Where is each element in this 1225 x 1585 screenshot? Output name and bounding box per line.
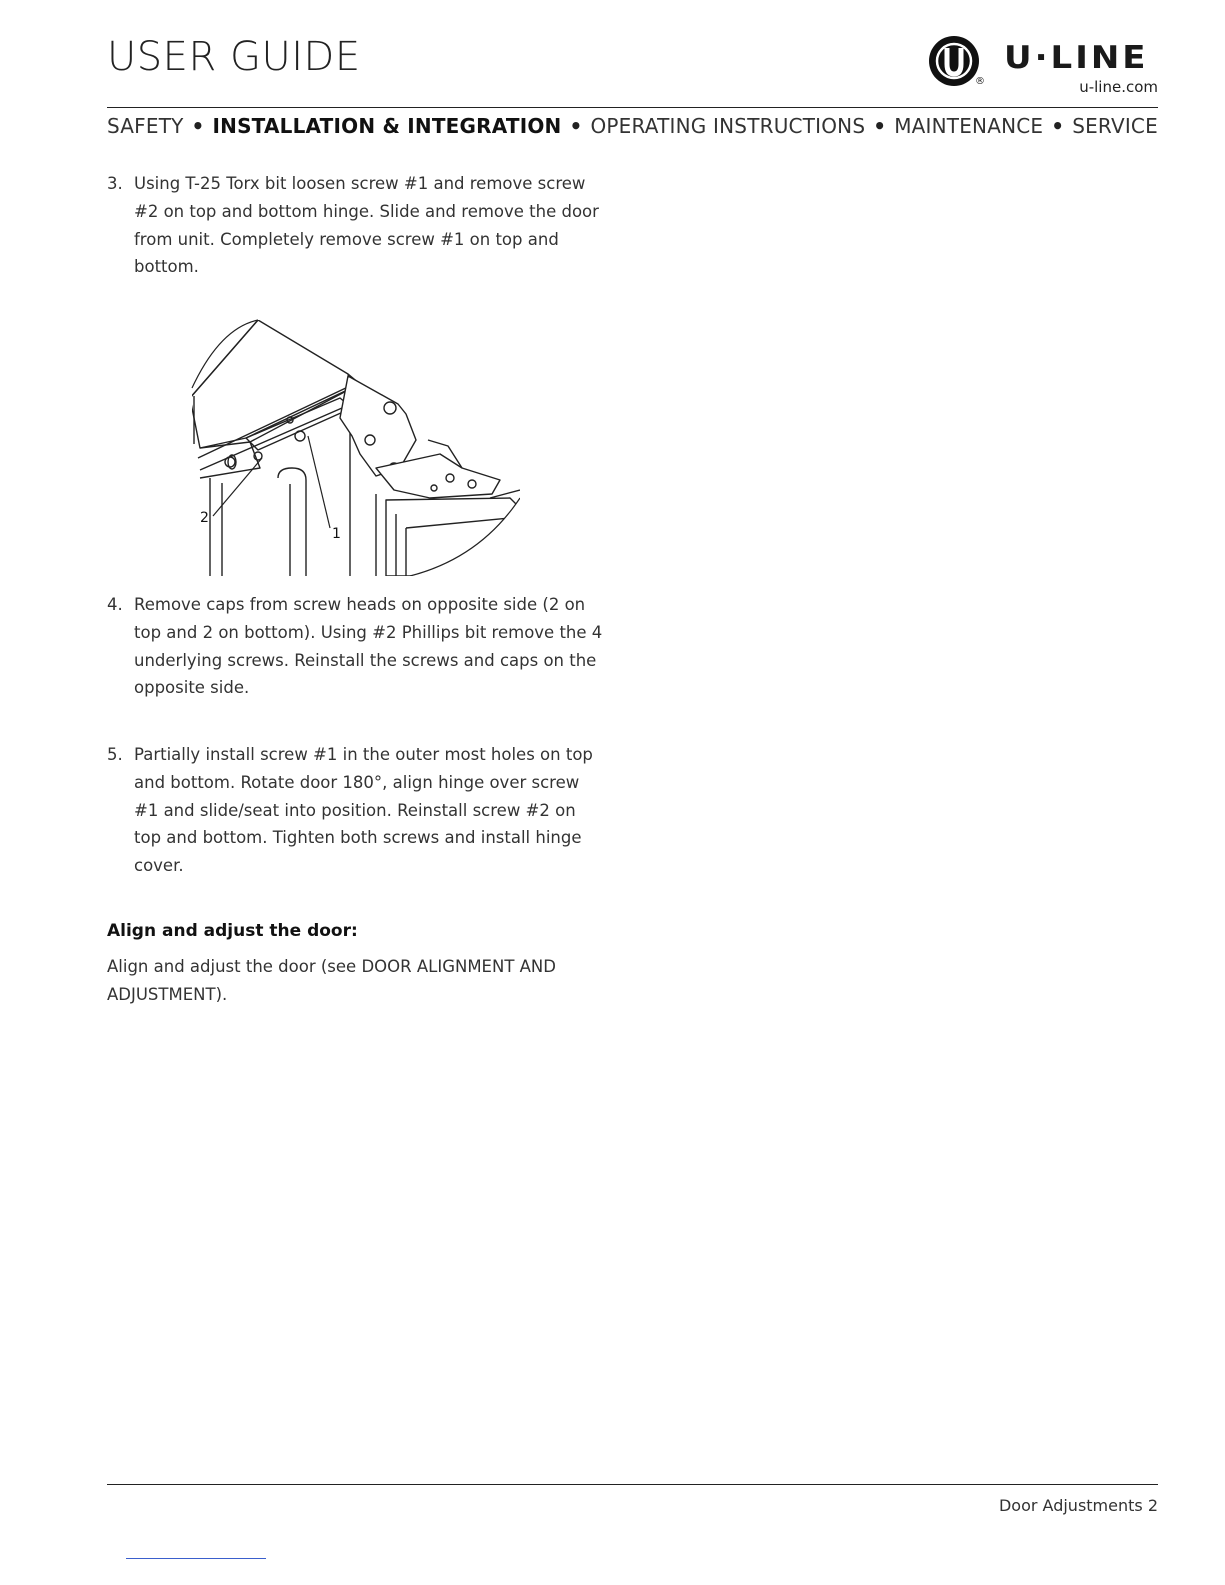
step-number: 4. bbox=[107, 595, 123, 614]
nav-separator: • bbox=[569, 114, 583, 138]
step-text: Partially install screw #1 in the outer most holes on top and bottom. Rotate door 180°, align hinge over screw #1 and slide/seat into position. Reinstall screw #2 on top and bottom. Tighten both screws and install hinge cover. bbox=[134, 745, 593, 876]
footer-divider bbox=[107, 1484, 1158, 1485]
step-number: 5. bbox=[107, 745, 123, 764]
nav-separator: • bbox=[873, 114, 887, 138]
hinge-illustration bbox=[180, 318, 520, 576]
nav-item-safety[interactable]: SAFETY bbox=[107, 114, 184, 138]
callout-1: 1 bbox=[332, 526, 341, 542]
nav-item-service[interactable]: SERVICE bbox=[1072, 114, 1158, 138]
nav-item-operating[interactable]: OPERATING INSTRUCTIONS bbox=[590, 114, 866, 138]
brand-logo bbox=[928, 34, 1160, 96]
brand-url[interactable]: u-line.com bbox=[1079, 78, 1158, 96]
hinge-diagram bbox=[180, 318, 520, 576]
step-number: 3. bbox=[107, 174, 123, 193]
page-title: USER GUIDE bbox=[107, 34, 361, 80]
registered-mark: ® bbox=[975, 76, 985, 87]
uline-logo-icon bbox=[928, 34, 982, 90]
nav-item-maintenance[interactable]: MAINTENANCE bbox=[894, 114, 1044, 138]
section-body: Align and adjust the door (see DOOR ALIGNMENT AND ADJUSTMENT). bbox=[107, 957, 556, 1004]
step-5 bbox=[107, 741, 607, 880]
brand-wordmark: U·LINE bbox=[1004, 39, 1149, 77]
section-nav bbox=[107, 114, 1158, 138]
callout-2: 2 bbox=[200, 510, 209, 526]
nav-separator: • bbox=[191, 114, 205, 138]
step-text: Using T-25 Torx bit loosen screw #1 and remove screw #2 on top and bottom hinge. Slide and remove the door from unit. Completely remove screw #1 on top and bottom. bbox=[134, 174, 599, 277]
header-divider bbox=[107, 107, 1158, 108]
page-footer: Door Adjustments 2 bbox=[998, 1496, 1158, 1515]
step-4 bbox=[107, 591, 607, 702]
step-3 bbox=[107, 170, 607, 281]
footer-link-underline[interactable] bbox=[126, 1558, 266, 1559]
step-text: Remove caps from screw heads on opposite side (2 on top and 2 on bottom). Using #2 Phillips bit remove the 4 underlying screws. Reinstall the screws and caps on the opposite side. bbox=[134, 595, 603, 698]
section-heading: Align and adjust the door: bbox=[107, 921, 358, 941]
nav-item-installation[interactable]: INSTALLATION & INTEGRATION bbox=[212, 114, 562, 138]
nav-separator: • bbox=[1051, 114, 1065, 138]
